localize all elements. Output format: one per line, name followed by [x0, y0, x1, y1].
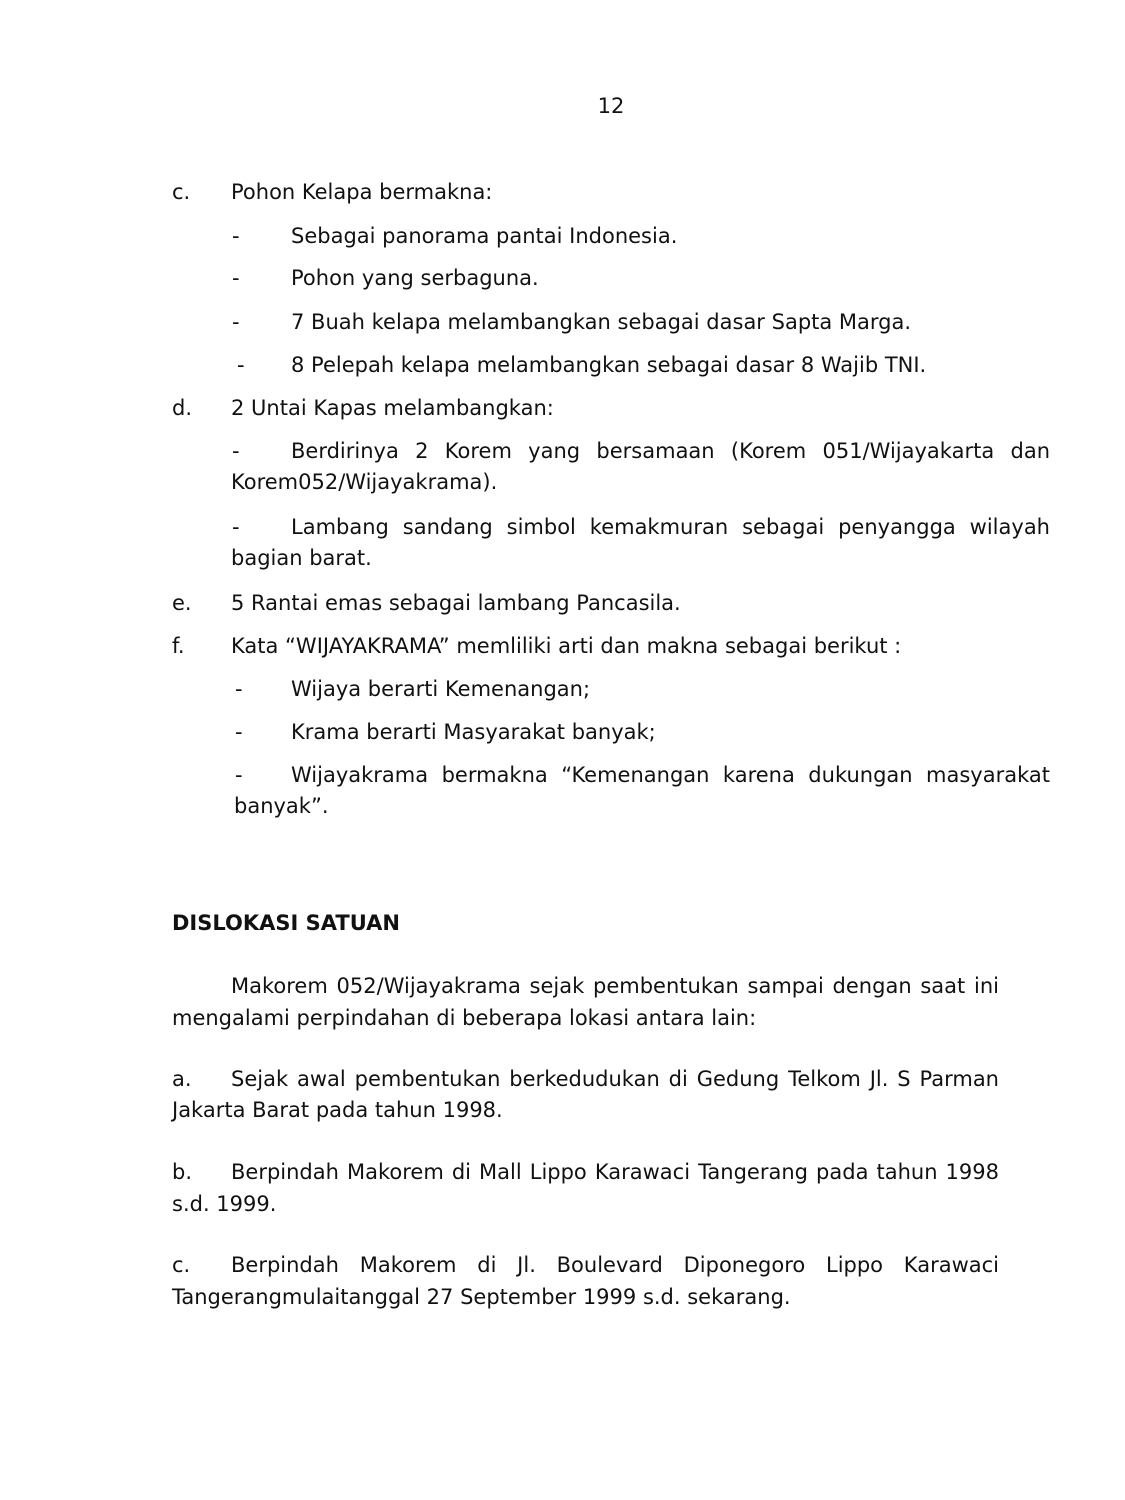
section-f-marker: f.	[172, 634, 185, 658]
section-f-item-3-line1: Wijayakrama bermakna “Kemenangan karena dukungan masyarakat	[291, 763, 1050, 787]
section-d-marker: d.	[172, 396, 193, 420]
section-c-item-1-marker: -	[232, 224, 240, 248]
location-b-line1: Berpindah Makorem di Mall Lippo Karawaci Tangerang pada tahun 1998	[231, 1160, 999, 1184]
page-number: 12	[597, 94, 625, 118]
section-f-item-2-text: Krama berarti Masyarakat banyak;	[291, 720, 656, 744]
section-c-item-2-text: Pohon yang serbaguna.	[291, 266, 539, 290]
location-c-marker: c.	[172, 1253, 191, 1277]
location-a-line1: Sejak awal pembentukan berkedudukan di Gedung Telkom Jl. S Parman	[231, 1067, 999, 1091]
section-f-item-3-line2: banyak”.	[234, 794, 329, 818]
section-d-title: 2 Untai Kapas melambangkan:	[231, 396, 554, 420]
section-c-item-3-marker: -	[232, 310, 240, 334]
section-e-title: 5 Rantai emas sebagai lambang Pancasila.	[231, 591, 681, 615]
section-d-item-2-line2: bagian barat.	[231, 546, 372, 570]
section-e-marker: e.	[172, 591, 192, 615]
section-d-item-2-marker: -	[232, 515, 240, 539]
section-d-item-1-line1: Berdirinya 2 Korem yang bersamaan (Korem 051/Wijayakarta dan	[291, 439, 1050, 463]
location-a-marker: a.	[172, 1067, 192, 1091]
section-c-item-2-marker: -	[232, 266, 240, 290]
section-c-item-3-text: 7 Buah kelapa melambangkan sebagai dasar Sapta Marga.	[291, 310, 912, 334]
section-c-marker: c.	[172, 180, 191, 204]
location-c-line2: Tangerangmulaitanggal 27 September 1999 s.d. sekarang.	[172, 1285, 791, 1309]
location-b-line2: s.d. 1999.	[172, 1192, 277, 1216]
section-d-item-1-line2: Korem052/Wijayakrama).	[231, 470, 498, 494]
section-d-item-2-line1: Lambang sandang simbol kemakmuran sebagai penyangga wilayah	[291, 515, 1050, 539]
section-c-item-4-text: 8 Pelepah kelapa melambangkan sebagai dasar 8 Wajib TNI.	[291, 353, 927, 377]
section-f-item-1-text: Wijaya berarti Kemenangan;	[291, 677, 591, 701]
location-b-marker: b.	[172, 1160, 193, 1184]
section-f-item-2-marker: -	[235, 720, 243, 744]
intro-line-1: Makorem 052/Wijayakrama sejak pembentukan sampai dengan saat ini	[231, 974, 999, 998]
intro-line-2: mengalami perpindahan di beberapa lokasi antara lain:	[172, 1006, 757, 1030]
section-d-item-1-marker: -	[232, 439, 240, 463]
location-c-line1: Berpindah Makorem di Jl. Boulevard Diponegoro Lippo Karawaci	[231, 1253, 999, 1277]
section-c-item-4-marker: -	[237, 353, 245, 377]
section-heading: DISLOKASI SATUAN	[172, 911, 400, 935]
section-c-title: Pohon Kelapa bermakna:	[231, 180, 493, 204]
section-f-item-1-marker: -	[235, 677, 243, 701]
section-f-title: Kata “WIJAYAKRAMA” memliliki arti dan makna sebagai berikut :	[231, 634, 902, 658]
section-f-item-3-marker: -	[235, 763, 243, 787]
section-c-item-1-text: Sebagai panorama pantai Indonesia.	[291, 224, 678, 248]
location-a-line2: Jakarta Barat pada tahun 1998.	[172, 1098, 503, 1122]
